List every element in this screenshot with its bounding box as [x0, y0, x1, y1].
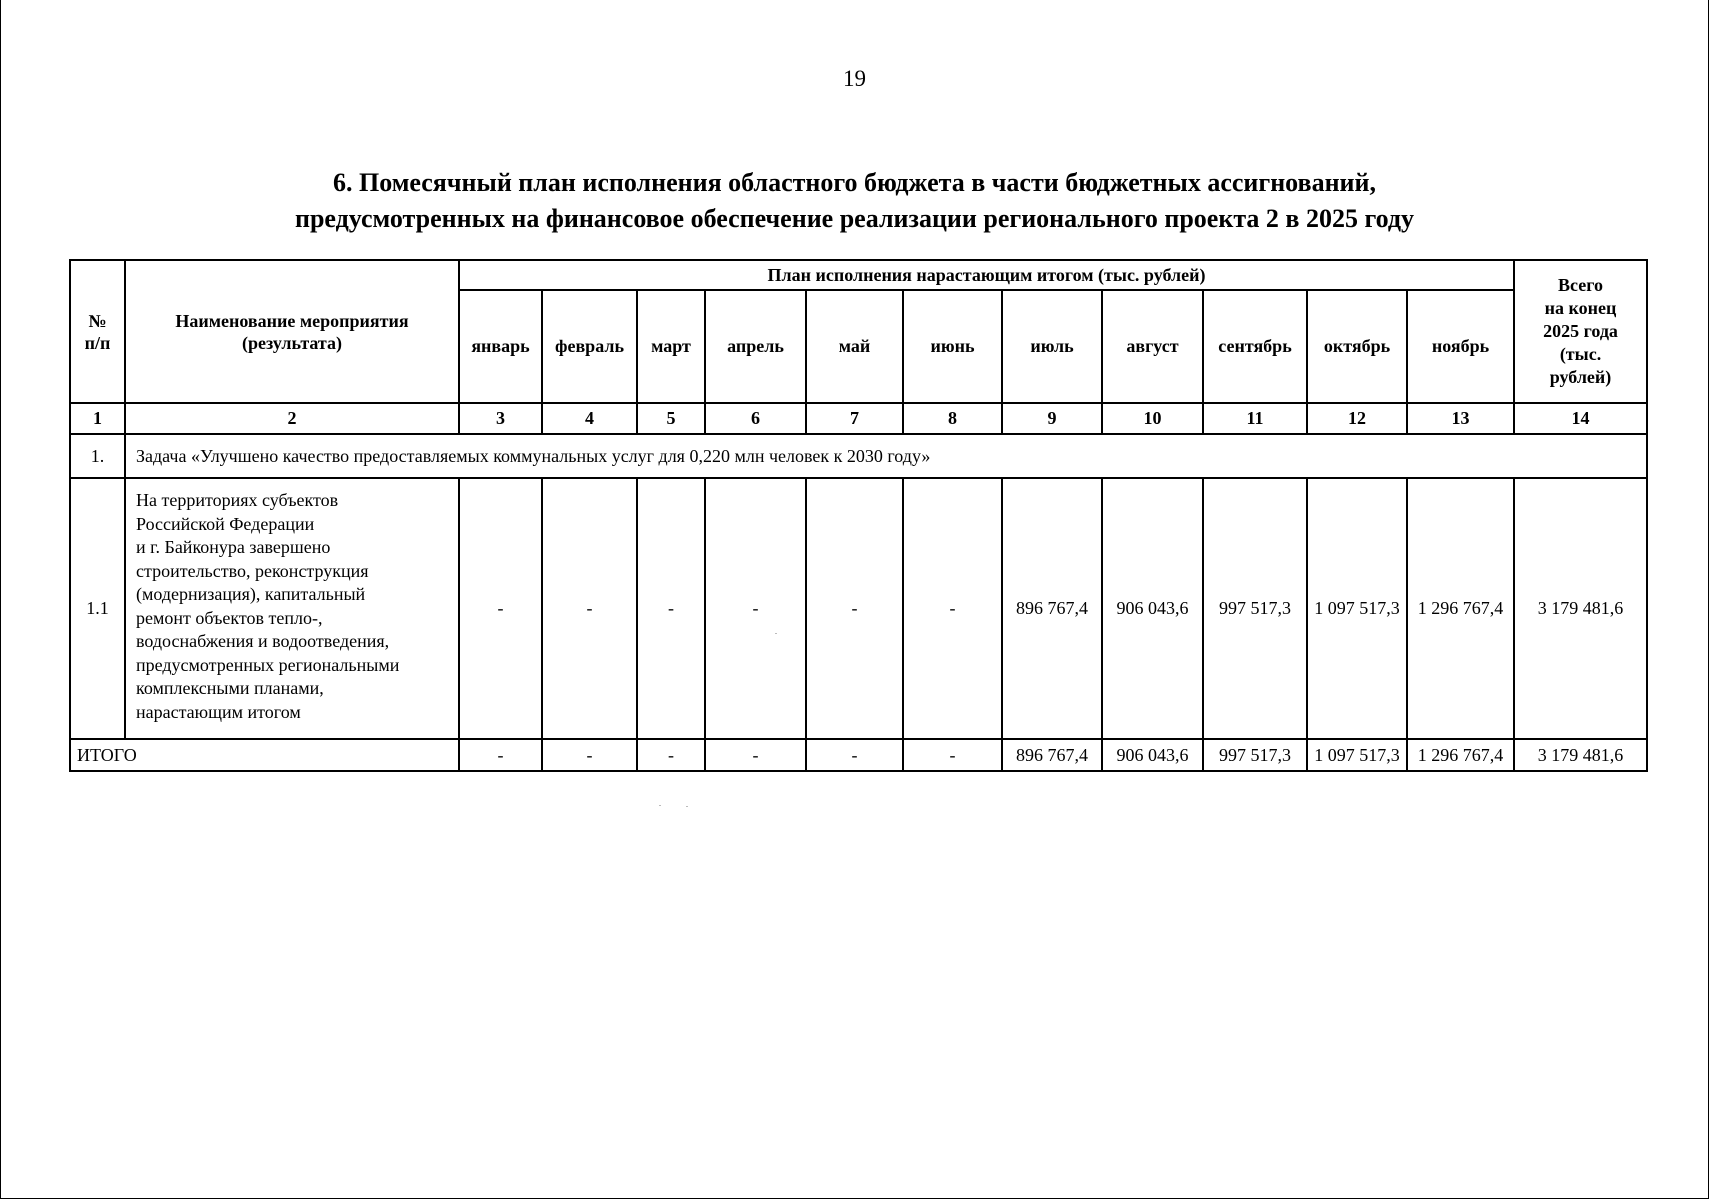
header-name: Наименование мероприятия (результата): [125, 260, 459, 403]
value-cell: -: [459, 739, 542, 771]
column-number: 12: [1307, 403, 1407, 434]
value-cell: -: [637, 739, 705, 771]
value-cell: 1 296 767,4: [1407, 478, 1514, 739]
header-month: апрель: [705, 290, 806, 403]
header-month: май: [806, 290, 903, 403]
column-number: 1: [70, 403, 125, 434]
value-cell: -: [903, 739, 1002, 771]
column-number: 7: [806, 403, 903, 434]
header-month: июль: [1002, 290, 1102, 403]
header-month: январь: [459, 290, 542, 403]
column-number: 2: [125, 403, 459, 434]
value-cell: -: [903, 478, 1002, 739]
value-cell: -: [459, 478, 542, 739]
scan-speck: [659, 805, 661, 806]
column-number: 5: [637, 403, 705, 434]
header-month: август: [1102, 290, 1203, 403]
column-number: 9: [1002, 403, 1102, 434]
value-cell: 997 517,3: [1203, 739, 1307, 771]
item-name: На территориях субъектов Российской Федерации и г. Байконура завершено строительство, реконструкция (модернизация), капитальный ремонт объектов тепло-, водоснабжения и водоотведения, предусмотренных региональными комплексными планами, нарастающим итогом: [125, 478, 459, 739]
value-cell: 1 097 517,3: [1307, 739, 1407, 771]
header-month: июнь: [903, 290, 1002, 403]
value-cell: -: [705, 478, 806, 739]
header-plan-group: План исполнения нарастающим итогом (тыс. рублей): [459, 260, 1514, 290]
value-cell: -: [806, 739, 903, 771]
title-line-2: предусмотренных на финансовое обеспечение реализации регионального проекта 2 в 2025 году: [294, 204, 1415, 233]
header-month: ноябрь: [1407, 290, 1514, 403]
value-cell: -: [542, 478, 637, 739]
column-number: 13: [1407, 403, 1514, 434]
column-number: 6: [705, 403, 806, 434]
table-row: [70, 478, 1647, 739]
summary-row: [70, 739, 1647, 771]
document-title: [0, 165, 1709, 237]
column-number: 10: [1102, 403, 1203, 434]
value-cell: 906 043,6: [1102, 739, 1203, 771]
budget-plan-table: [69, 259, 1648, 772]
column-number: 3: [459, 403, 542, 434]
total-cell: 3 179 481,6: [1514, 478, 1647, 739]
value-cell: -: [637, 478, 705, 739]
value-cell: 997 517,3: [1203, 478, 1307, 739]
header-total: Всего на конец 2025 года (тыс. рублей): [1514, 260, 1647, 403]
value-cell: 1 097 517,3: [1307, 478, 1407, 739]
task-number: 1.: [70, 434, 125, 478]
page-number: 19: [843, 66, 866, 91]
scan-speck: [775, 633, 777, 634]
column-number: 4: [542, 403, 637, 434]
scan-speck: [686, 806, 688, 807]
value-cell: -: [806, 478, 903, 739]
value-cell: 906 043,6: [1102, 478, 1203, 739]
value-cell: -: [542, 739, 637, 771]
value-cell: 896 767,4: [1002, 739, 1102, 771]
value-cell: 896 767,4: [1002, 478, 1102, 739]
header-num: № п/п: [70, 260, 125, 403]
title-line-1: 6. Помесячный план исполнения областного бюджета в части бюджетных ассигнований,: [332, 168, 1377, 197]
item-number: 1.1: [70, 478, 125, 739]
header-row-group: [70, 260, 1647, 290]
value-cell: 1 296 767,4: [1407, 739, 1514, 771]
summary-label: ИТОГО: [70, 739, 459, 771]
header-month: октябрь: [1307, 290, 1407, 403]
total-cell: 3 179 481,6: [1514, 739, 1647, 771]
header-month: сентябрь: [1203, 290, 1307, 403]
value-cell: -: [705, 739, 806, 771]
header-month: февраль: [542, 290, 637, 403]
task-row: [70, 434, 1647, 478]
column-number: 14: [1514, 403, 1647, 434]
header-month: март: [637, 290, 705, 403]
column-number: 8: [903, 403, 1002, 434]
column-number: 11: [1203, 403, 1307, 434]
task-text: Задача «Улучшено качество предоставляемых коммунальных услуг для 0,220 млн человек к 2030 году»: [125, 434, 1647, 478]
column-number-row: [70, 403, 1647, 434]
